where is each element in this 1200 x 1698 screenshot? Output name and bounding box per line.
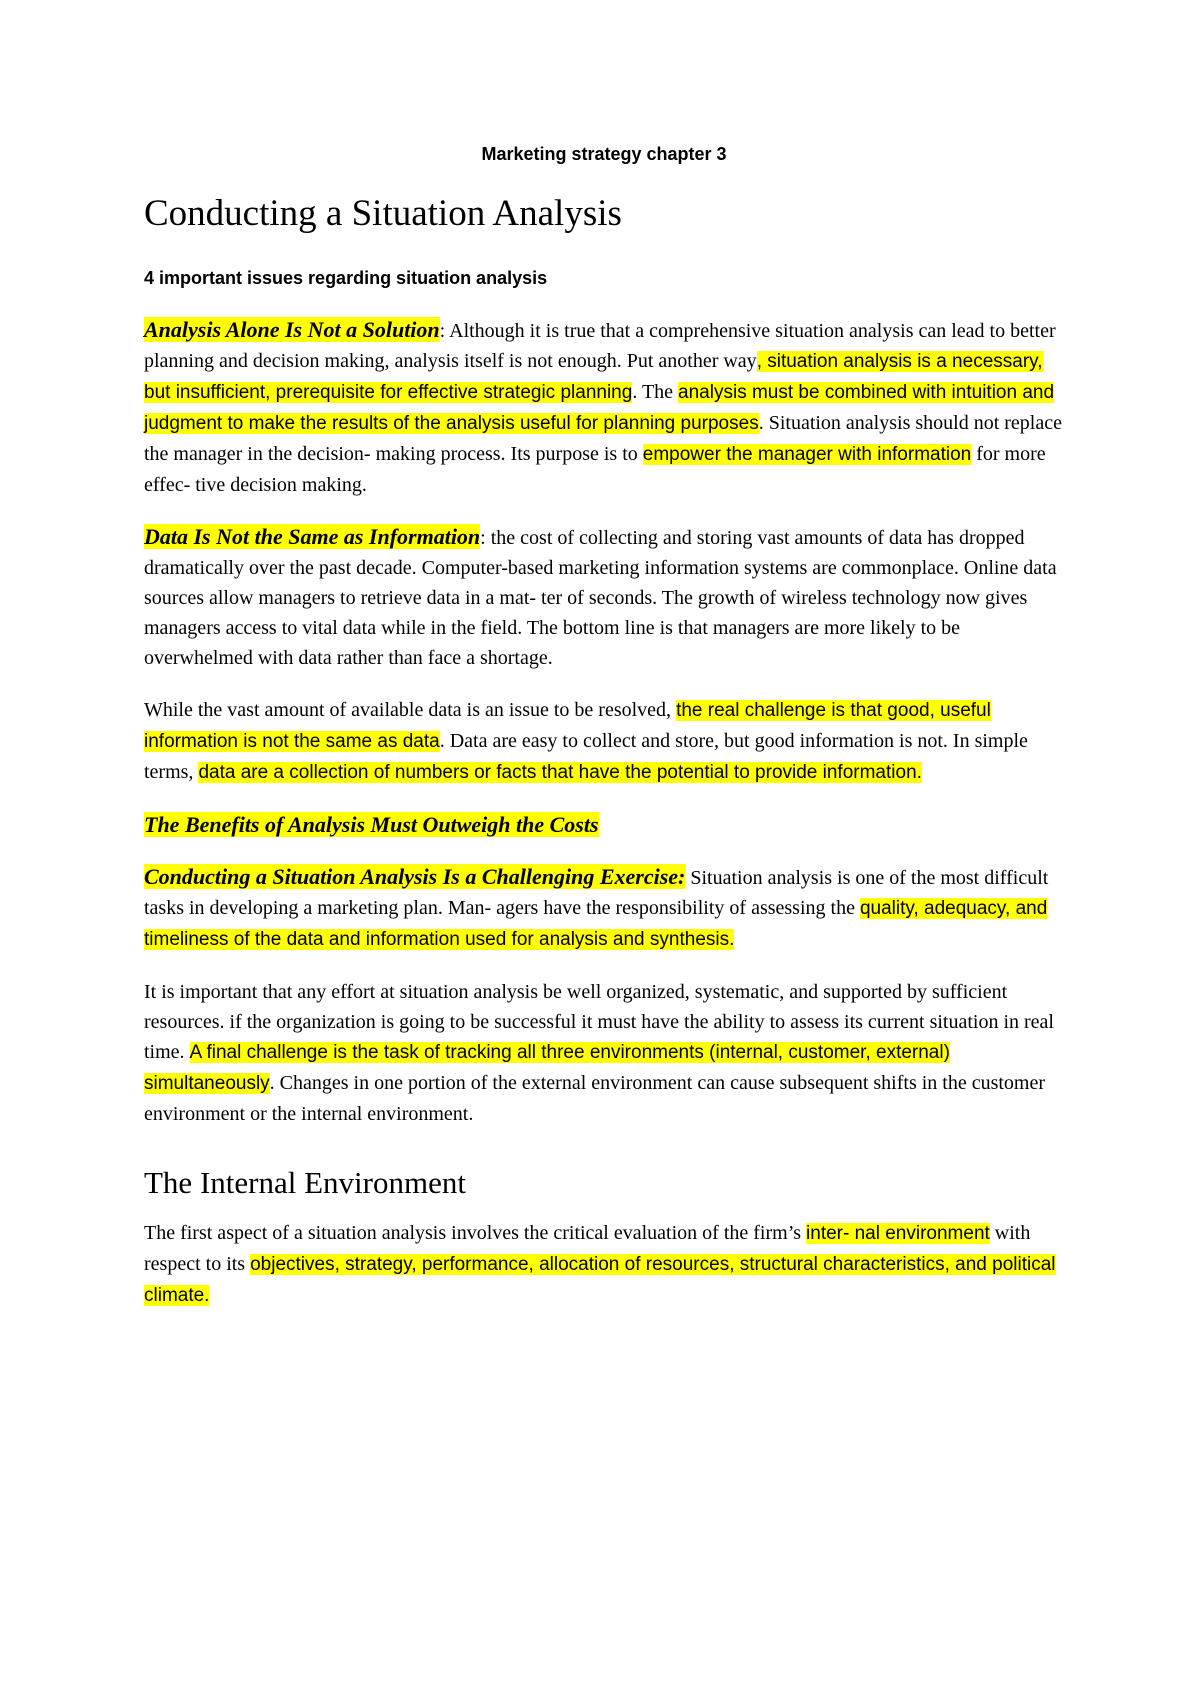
paragraph-internal-environment [144,1218,1064,1311]
lead-phrase: Analysis Alone Is Not a Solution [144,316,440,342]
body-text: Situation analysis is one of the most difficult tasks in developing a marketing plan. Man- agers have the responsibility of assessing the [144,866,1049,919]
highlighted-text: data are a collection of numbers or facts that have the potential to provide information. [198,761,922,783]
paragraph-well-organized [144,977,1064,1129]
body-text: . Changes in one portion of the external environment can cause subsequent shifts in the customer environment or the internal environment. [144,1071,1046,1125]
paragraph-data-challenge [144,695,1064,788]
paragraph-data-not-information [144,522,1064,673]
subheading: 4 important issues regarding situation analysis [144,267,548,288]
body-text: . Data are easy to collect and store, but good information is not. In simple terms, [144,729,1028,783]
body-text: . The [632,380,679,403]
body-text: : Although it is true that a comprehensive situation analysis can lead to better planning and decision making, analysis itself is not enough. Put another way [144,319,1056,372]
highlighted-text: the real challenge is that good, useful information is not the same as data [144,699,991,752]
body-text: : the cost of collecting and storing vast amounts of data has dropped dramatically over the past decade. Computer-based marketing information systems are commonplace. Online data sources allow managers to retrieve data in a mat- ter of seconds. The growth of wireless technology now gives managers access to vital data while in the field. The bottom line is that managers are more likely to be overwhelmed with data rather than face a shortage. [144,526,1057,669]
highlighted-text: empower the manager with information [642,443,972,465]
lead-phrase: The Benefits of Analysis Must Outweigh the Costs [144,811,599,837]
lead-phrase: Data Is Not the Same as Information [144,523,481,549]
body-text: for more effec- tive decision making. [144,442,1046,496]
highlighted-text: , situation analysis is a necessary, but insufficient, prerequisite for effective strategic planning [144,350,1043,403]
lead-phrase: Conducting a Situation Analysis Is a Challenging Exercise: [144,863,686,889]
document-title: Marketing strategy chapter 3 [481,144,727,164]
body-text: with respect to its [144,1222,1031,1276]
paragraph-analysis-alone [144,315,1064,500]
highlighted-text: inter- nal environment [806,1223,990,1245]
highlighted-text: quality, adequacy, and timeliness of the data and information used for analysis and synthesis. [144,897,1048,950]
highlighted-text: objectives, strategy, performance, allocation of resources, structural characteristics, and political climate. [144,1254,1056,1307]
body-text: . Situation analysis should not replace the manager in the decision- making process. Its purpose is to [144,411,1062,465]
highlighted-text: analysis must be combined with intuition and judgment to make the results of the analysis useful for planning purposes [144,381,1055,434]
document-body [144,144,1064,1333]
section-heading-internal: The Internal Environment [144,1164,466,1200]
paragraph-challenging-exercise [144,862,1064,955]
body-text: It is important that any effort at situation analysis be well organized, systematic, and supported by sufficient resources. if the organization is going to be successful it must have the ability to assess its current situation in real time. [144,980,1054,1063]
body-text: The first aspect of a situation analysis involves the critical evaluation of the firm’s [144,1222,807,1245]
paragraph-benefits-costs [144,810,1064,840]
main-heading: Conducting a Situation Analysis [144,193,622,234]
highlighted-text: A final challenge is the task of tracking all three environments (internal, customer, external) simultaneously [144,1041,950,1094]
body-text: While the vast amount of available data is an issue to be resolved, [144,698,677,721]
